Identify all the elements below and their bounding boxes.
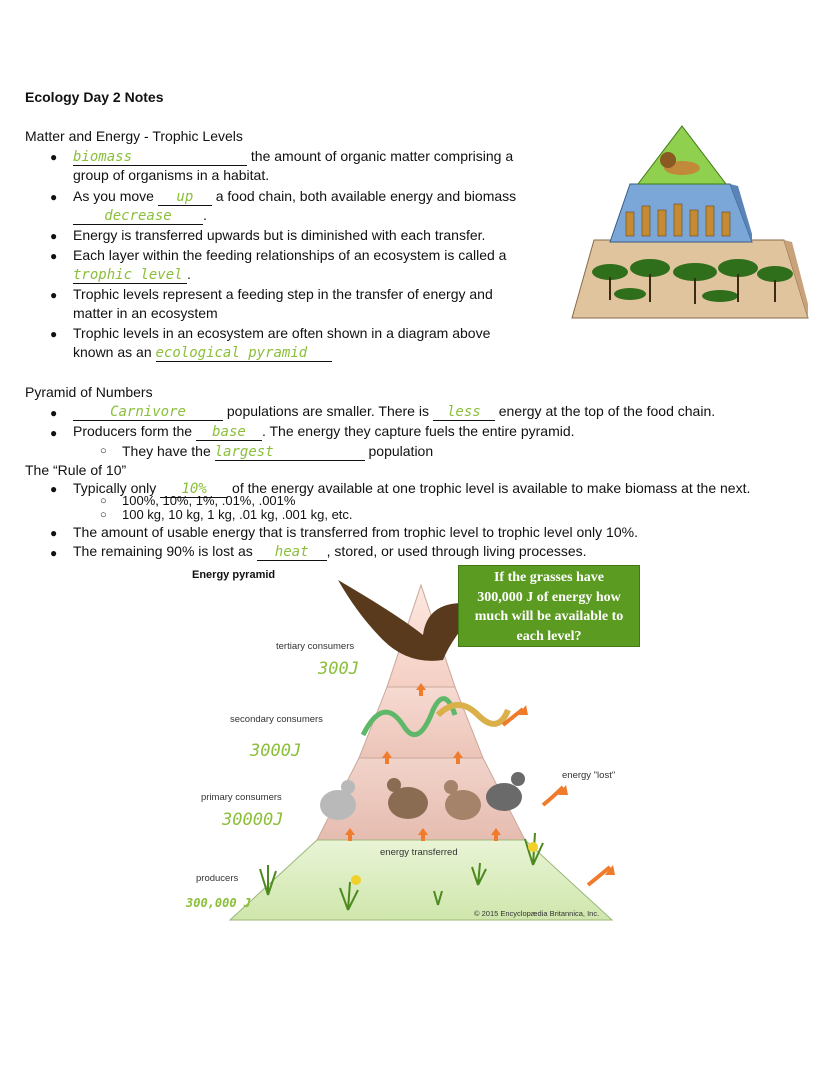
page-title: Ecology Day 2 Notes (25, 89, 164, 105)
sub-bullet-kilograms: 100 kg, 10 kg, 1 kg, .01 kg, .001 kg, etc. (122, 507, 353, 522)
text: The remaining 90% is lost as (73, 543, 253, 559)
answer-less: less (447, 404, 481, 420)
pyramid-tier-carnivores (638, 126, 726, 184)
label-energy-lost: energy "lost" (562, 770, 616, 781)
text: Typically only (73, 480, 157, 496)
callout-line: each level? (516, 628, 582, 644)
bullet-feeding: Trophic levels represent a feeding step in the transfer of energy and (73, 286, 493, 302)
text: population (368, 443, 434, 459)
sub-bullet-circle: ○ (100, 509, 107, 521)
text: . The energy they capture fuels the entire pyramid. (261, 423, 575, 439)
section-heading-numbers: Pyramid of Numbers (25, 384, 153, 400)
bullet-biomass (73, 148, 513, 166)
bullet-dot: ● (50, 190, 58, 204)
text: of the energy available at one trophic level is available to make biomass at the next. (232, 480, 751, 496)
bullet-diagram-cont (73, 344, 332, 362)
bullet-diagram: Trophic levels in an ecosystem are often shown in a diagram above (73, 325, 491, 341)
text: energy at the top of the food chain. (498, 403, 716, 419)
diagram-callout (458, 565, 640, 647)
text: , stored, or used through living processes. (326, 543, 587, 559)
text: As you move (73, 188, 154, 204)
text: Producers form the (73, 423, 193, 439)
bullet-carnivore (73, 403, 715, 421)
text: the amount of organic matter comprising a (250, 148, 514, 164)
label-producers: producers (196, 873, 239, 884)
diagram-title: Energy pyramid (192, 569, 276, 581)
answer-decrease: decrease (104, 208, 172, 224)
sub-bullet-circle: ○ (100, 495, 107, 507)
label-tertiary-consumers: tertiary consumers (276, 641, 355, 652)
bullet-dot: ● (50, 229, 58, 243)
bullet-move-up (73, 188, 516, 206)
section-heading-trophic: Matter and Energy - Trophic Levels (25, 128, 243, 144)
bullet-layer: Each layer within the feeding relationships of an ecosystem is called a (73, 247, 507, 263)
bullet-dot: ● (50, 546, 58, 560)
sub-bullet-largest (122, 443, 433, 461)
text: They have the (122, 443, 211, 459)
text: matter in an ecosystem (73, 305, 218, 321)
callout-line: 300,000 J of energy how (477, 589, 621, 605)
text: known as an (73, 344, 152, 360)
sub-bullet-percentages: 100%, 10%, 1%, .01%, .001% (122, 493, 296, 508)
text: populations are smaller. There is (226, 403, 429, 419)
bullet-dot: ● (50, 482, 58, 496)
text: . (187, 266, 191, 282)
level-secondary (359, 687, 483, 758)
bullet-dot: ● (50, 150, 58, 164)
answer-heat: heat (274, 544, 309, 560)
answer-carnivore: Carnivore (110, 404, 186, 420)
bullet-remaining (73, 543, 587, 561)
answer-producers-energy: 300,000 J (186, 896, 252, 910)
bullet-move-up-cont (73, 207, 207, 225)
bullet-layer-cont (73, 266, 191, 284)
bullet-dot: ● (50, 249, 58, 263)
section-heading-rule-of-10: The “Rule of 10” (25, 462, 127, 478)
callout-line: much will be available to (474, 609, 624, 624)
bullet-producers (73, 423, 575, 441)
label-secondary-consumers: secondary consumers (230, 714, 323, 725)
bullet-dot: ● (50, 426, 58, 440)
answer-ecological-pyramid: ecological pyramid (155, 345, 308, 361)
bullet-dot: ● (50, 526, 58, 540)
text: group of organisms in a habitat. (73, 167, 270, 183)
bullet-dot: ● (50, 288, 58, 302)
answer-trophic-level: trophic level (73, 267, 183, 283)
bullet-dot: ● (50, 406, 58, 420)
answer-tertiary-energy: 300J (318, 659, 359, 679)
bullet-dot: ● (50, 327, 58, 341)
bullet-usable-energy: The amount of usable energy that is transferred from trophic level to trophic level only 10%. (73, 524, 638, 540)
answer-biomass: biomass (73, 149, 133, 165)
label-energy-transferred: energy transferred (380, 847, 458, 858)
text: a food chain, both available energy and biomass (215, 188, 517, 204)
answer-10-percent: 10% (181, 481, 207, 497)
answer-base: base (212, 424, 246, 440)
answer-primary-energy: 30000J (222, 810, 284, 830)
callout-line: If the grasses have (493, 570, 605, 585)
answer-largest: largest (214, 444, 274, 460)
bullet-energy: Energy is transferred upwards but is diminished with each transfer. (73, 227, 486, 243)
text: . (203, 207, 207, 223)
diagram-credit: © 2015 Encyclopædia Britannica, Inc. (474, 909, 600, 918)
trophic-pyramid-illustration (570, 122, 810, 320)
answer-up: up (176, 189, 194, 205)
sub-bullet-circle: ○ (100, 445, 107, 457)
answer-secondary-energy: 3000J (250, 741, 302, 761)
label-primary-consumers: primary consumers (201, 792, 282, 803)
